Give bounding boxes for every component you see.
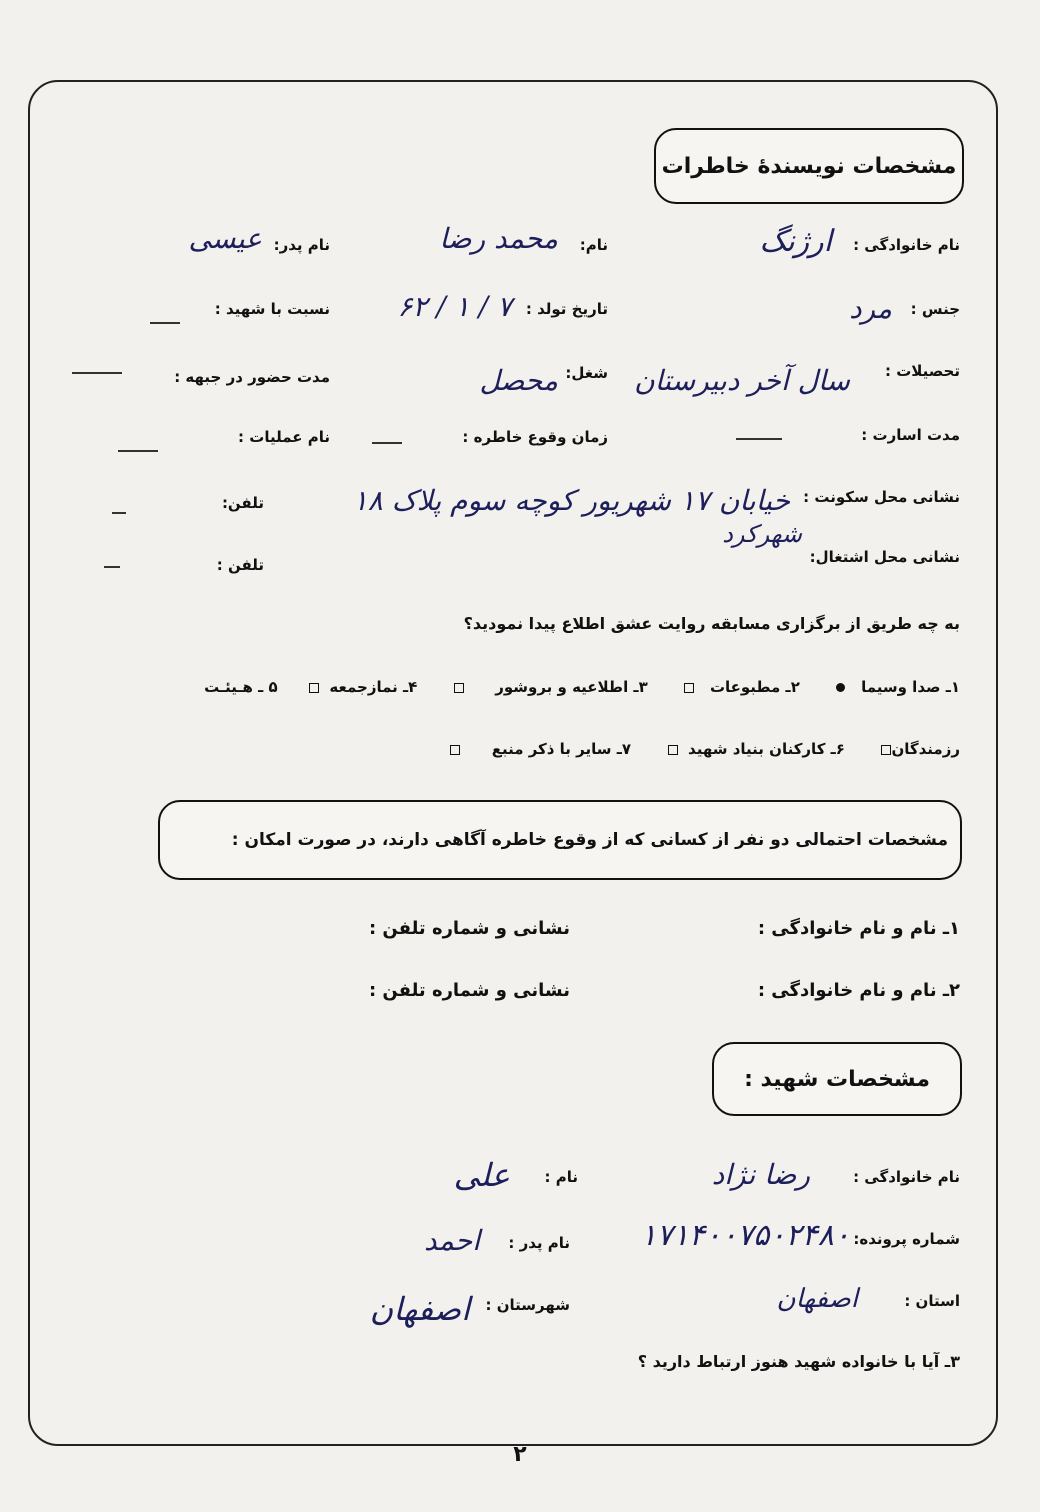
home-address-label: نشانی محل سکونت : [803,488,960,506]
writer-father-name-label: نام پدر: [273,236,330,254]
writer-education-value[interactable]: سال آخر دبیرستان [634,364,850,397]
writer-father-name-value[interactable]: عیسی [188,222,262,255]
martyr-section-title-box [712,1042,962,1116]
source-options-row2 [450,740,960,758]
option-radio-committee[interactable] [204,678,278,696]
martyr-city-value[interactable]: اصفهان [369,1290,470,1328]
writer-front-duration-label: مدت حضور در جبهه : [174,368,330,386]
selected-dot-icon [836,683,845,692]
option-label-brochure: ۳ـ اطلاعیه و بروشور [495,678,648,696]
front-duration-blank [72,372,122,374]
option-label-friday-prayer: ۴ـ نمازجمعه [329,678,418,696]
source-options-row1 [204,678,960,696]
captivity-blank [736,438,782,440]
martyr-first-name-label: نام : [544,1168,578,1186]
writer-education-label: تحصیلات : [884,362,960,380]
writer-memory-time-label: زمان وقوع خاطره : [462,428,608,446]
phone-2-blank [104,566,120,568]
writer-section-title: مشخصات نویسندهٔ خاطرات [661,153,957,179]
witnesses-section-title-box [158,800,962,880]
writer-birth-date-value[interactable]: ۷ / ۱ / ۶۲ [397,290,512,323]
writer-first-name-value[interactable]: محمد رضا [439,222,558,255]
checkbox-square-icon[interactable] [668,745,678,755]
writer-captivity-label: مدت اسارت : [861,426,960,444]
phone-1-blank [112,512,126,514]
phone-label-1: تلفن: [221,494,264,512]
martyr-file-number-value[interactable]: ۱۷۱۴۰۰۷۵۰۲۴۸۰ [640,1218,850,1253]
checkbox-square-icon [309,683,319,693]
work-address-value[interactable]: شهرکرد [722,520,802,548]
option-label-foundation: ۶ـ کارکنان بنیاد شهید [688,740,845,758]
martyr-last-name-value[interactable]: رضا نژاد [711,1158,810,1191]
option-radio-tv[interactable] [836,678,960,696]
writer-birth-date-label: تاریخ تولد : [525,300,608,318]
witness-2-name-label: ۲ـ نام و نام خانوادگی : [757,980,960,1001]
writer-gender-value[interactable]: مرد [849,292,892,325]
witnesses-section-title: مشخصات احتمالی دو نفر از کسانی که از وقوع خاطره آگاهی دارند، در صورت امکان : [231,830,948,850]
martyr-father-name-value[interactable]: احمد [424,1224,480,1257]
martyr-file-number-label: شماره پرونده: [853,1230,960,1248]
operation-blank [118,450,158,452]
writer-last-name-value[interactable]: ارژنگ [759,224,832,259]
phone-label-2: تلفن : [216,556,264,574]
witness-1-address-label: نشانی و شماره تلفن : [368,918,570,939]
writer-job-label: شغل: [565,364,608,382]
martyr-father-name-label: نام پدر : [508,1234,570,1252]
witness-2-address-label: نشانی و شماره تلفن : [368,980,570,1001]
martyr-section-title: مشخصات شهید : [744,1066,930,1092]
witness-1-name-label: ۱ـ نام و نام خانوادگی : [757,918,960,939]
writer-last-name-label: نام خانوادگی : [853,236,960,254]
option-radio-brochure[interactable] [454,678,648,696]
checkbox-square-icon [684,683,694,693]
option-radio-press[interactable] [684,678,800,696]
home-address-value[interactable]: خیابان ۱۷ شهریور کوچه سوم پلاک ۱۸ [352,484,790,517]
checkbox-square-icon[interactable] [450,745,460,755]
checkbox-square-icon [454,683,464,693]
writer-gender-label: جنس : [910,300,960,318]
writer-section-title-box [654,128,964,204]
page-number: ۲ [513,1442,527,1467]
martyr-first-name-value[interactable]: علی [453,1156,510,1194]
writer-operation-label: نام عملیات : [238,428,330,446]
option-label-tv: ۱ـ صدا وسیما [861,678,960,696]
checkbox-square-icon[interactable] [881,745,891,755]
relation-blank [150,322,180,324]
martyr-last-name-label: نام خانوادگی : [853,1168,960,1186]
option-label-other: ۷ـ سایر با ذکر منبع [491,740,632,758]
martyr-province-label: استان : [904,1292,960,1310]
option-label-committee: ۵ ـ هـیئـت [204,678,278,696]
martyr-contact-question: ۳ـ آیا با خانواده شهید هنوز ارتباط دارید ؟ [637,1352,960,1371]
martyr-province-value[interactable]: اصفهان [776,1284,858,1314]
writer-first-name-label: نام: [579,236,608,254]
writer-relation-label: نسبت با شهید : [214,300,330,318]
work-address-label: نشانی محل اشتغال: [809,548,960,566]
memory-time-blank [372,442,402,444]
writer-job-value[interactable]: محصل [479,364,558,397]
source-question: به چه طریق از برگزاری مسابقه روایت عشق اطلاع پیدا نمودید؟ [463,614,960,633]
martyr-city-label: شهرستان : [485,1296,570,1314]
option-label-press: ۲ـ مطبوعات [709,678,800,696]
option-label-warriors: رزمندگان [891,740,960,758]
option-radio-friday-prayer[interactable] [309,678,417,696]
